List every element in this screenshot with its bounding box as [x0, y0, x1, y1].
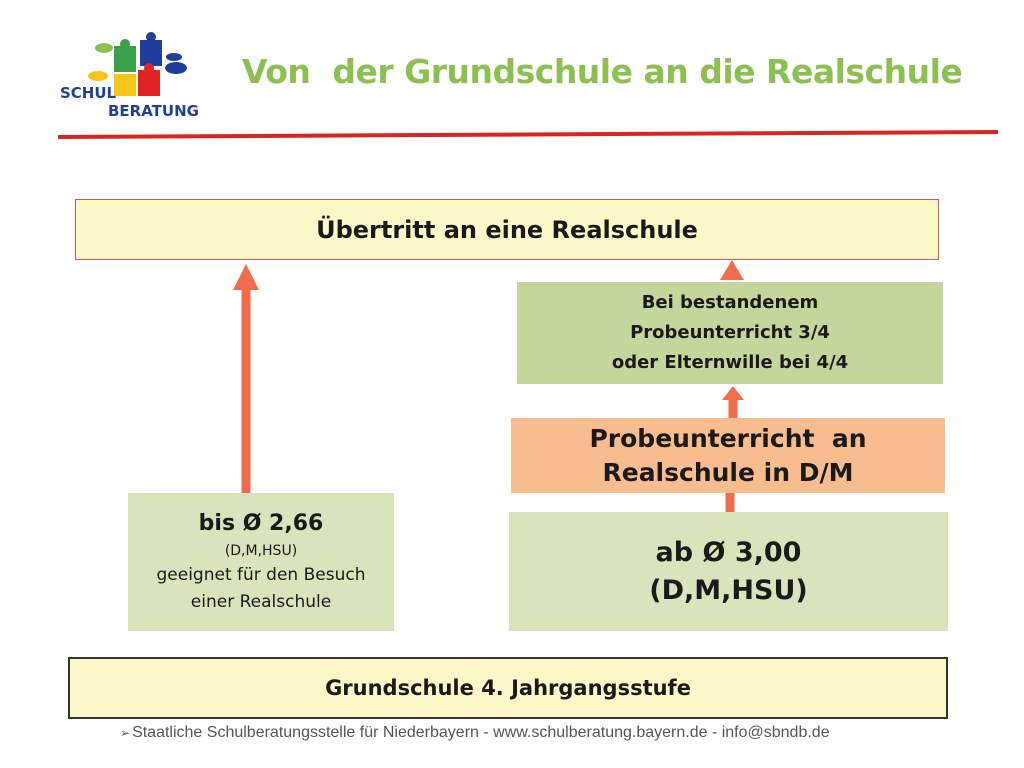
condition-line-3: oder Elternwille bei 4/4: [611, 352, 849, 373]
condition-up-arrow: [720, 260, 744, 280]
transfer-realschule-label: Übertritt an eine Realschule: [316, 215, 698, 244]
transfer-realschule-box: [75, 199, 939, 260]
grundschule-box: [68, 657, 948, 719]
probe-line-1: Probeunterricht an: [589, 423, 867, 453]
left-average-value: bis Ø 2,66: [198, 511, 324, 536]
right-average-subjects: (D,M,HSU): [649, 574, 808, 606]
right-average-box: [509, 512, 948, 631]
footer-text: Staatliche Schulberatungsstelle für Niederbayern - www.schulberatung.bayern.de - info@sbndb.de: [132, 724, 830, 741]
left-average-note-1: geeignet für den Besuch: [156, 565, 366, 585]
probeunterricht-box: [511, 418, 945, 493]
left-average-subjects: (D,M,HSU): [224, 543, 298, 559]
left-average-box: [128, 493, 394, 631]
grundschule-label: Grundschule 4. Jahrgangsstufe: [325, 676, 691, 700]
logo-text-schul: SCHUL: [60, 84, 117, 102]
footer-bullet-icon: ➢: [120, 726, 131, 740]
probe-line-2: Realschule in D/M: [602, 457, 854, 487]
condition-line-1: Bei bestandenem: [641, 292, 819, 313]
logo-text-beratung: BERATUNG: [108, 102, 199, 120]
footer: [120, 724, 830, 742]
right-average-value: ab Ø 3,00: [655, 536, 802, 568]
left-up-arrow: [233, 264, 259, 493]
condition-box: [517, 282, 943, 384]
condition-line-2: Probeunterricht 3/4: [630, 322, 830, 343]
left-average-note-2: einer Realschule: [190, 592, 332, 612]
probe-up-arrow: [722, 386, 744, 418]
page-title: Von der Grundschule an die Realschule: [242, 52, 963, 91]
